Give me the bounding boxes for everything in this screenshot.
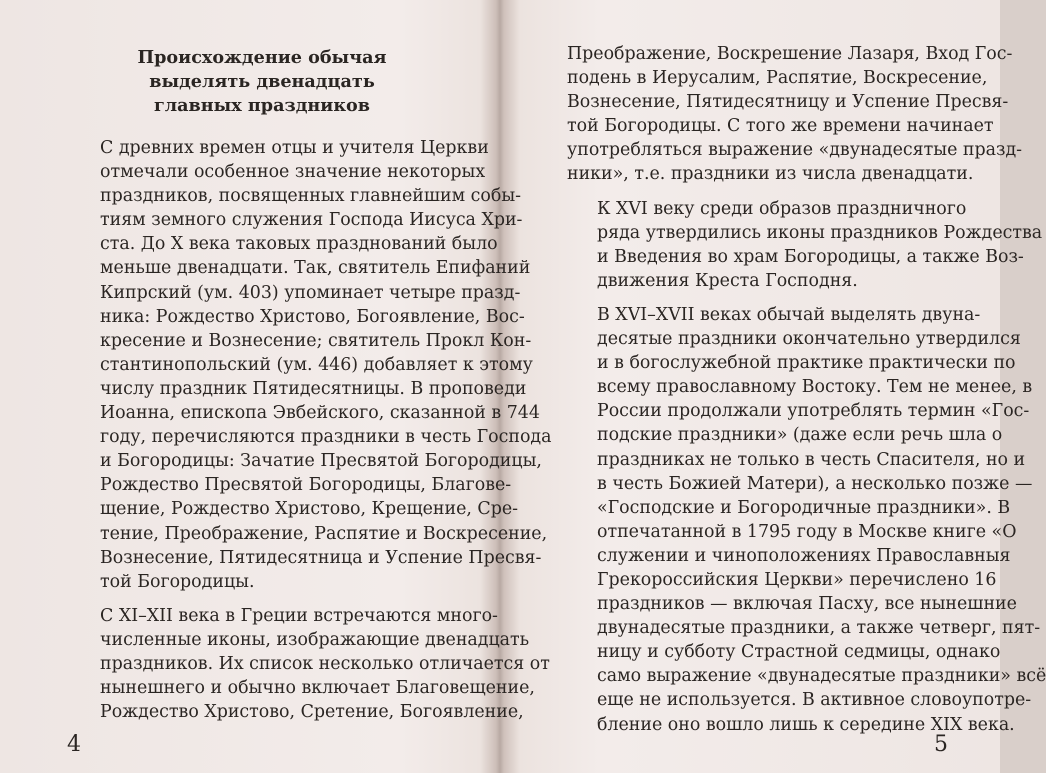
- text-line: служении и чиноположениях Православныя: [597, 545, 1011, 566]
- text-line: Кипрский (ум. 403) упоминает четыре празд-: [100, 282, 521, 303]
- text-line: еще не используется. В активное словоупотре-: [597, 690, 1032, 711]
- text-line: бление оно вошло лишь к середине XIX века.: [597, 714, 1015, 735]
- text-line: Вознесение, Пятидесятница и Успение Пресвя-: [100, 547, 542, 568]
- text-line: ника: Рождество Христово, Богоявление, Вос-: [100, 306, 525, 327]
- text-line: ста. До X века таковых празднований было: [100, 234, 498, 255]
- text-line: той Богородицы.: [100, 571, 255, 592]
- chapter-heading: [70, 46, 454, 118]
- text-line: Грекороссийския Церкви» перечислено 16: [597, 569, 997, 590]
- heading-line: Происхождение обычая: [137, 47, 387, 68]
- paragraph: [567, 197, 1043, 293]
- page-number-right: 5: [934, 732, 948, 757]
- paragraph: [567, 303, 1046, 737]
- text-line: численные иконы, изображающие двенадцать: [100, 629, 530, 650]
- text-line: той Богородицы. С того же времени начинает: [567, 116, 994, 137]
- text-line: отмечали особенное значение некоторых: [100, 162, 486, 183]
- text-line: и в богослужебной практике практически по: [597, 353, 1016, 374]
- text-line: числу праздник Пятидесятницы. В проповеди: [100, 378, 527, 399]
- text-line: праздниках не только в честь Спасителя, но и: [597, 449, 1026, 470]
- text-line: движения Креста Господня.: [597, 270, 858, 291]
- text-line: С XI–XII века в Греции встречаются много-: [100, 605, 498, 626]
- paragraph: [70, 604, 550, 724]
- text-line: Рождество Пресвятой Богородицы, Благове-: [100, 475, 512, 496]
- text-line: и Богородицы: Зачатие Пресвятой Богородицы,: [100, 451, 542, 472]
- text-line: Иоанна, епископа Эвбейского, сказанной в 744: [100, 403, 540, 424]
- text-line: употребляться выражение «двунадесятые празд-: [567, 140, 1023, 161]
- text-line: С древних времен отцы и учителя Церкви: [100, 138, 489, 158]
- text-line: тиям земного служения Господа Иисуса Хри-: [100, 210, 523, 231]
- heading-line: главных праздников: [153, 95, 371, 116]
- heading-line: выделять двенадцать: [149, 71, 375, 92]
- left-text-column: [70, 136, 552, 734]
- text-line: всему православному Востоку. Тем не менее, в: [597, 377, 1033, 398]
- text-line: стантинопольский (ум. 446) добавляет к этому: [100, 354, 533, 375]
- text-line: К XVI веку среди образов праздничного: [597, 198, 967, 219]
- text-line: в честь Божией Матери), а несколько позже —: [597, 473, 1033, 494]
- paragraph: [567, 42, 1023, 187]
- text-line: тение, Преображение, Распятие и Воскресение,: [100, 523, 548, 544]
- text-line: праздников. Их список несколько отличается от: [100, 653, 550, 674]
- page-number-left: 4: [67, 732, 81, 757]
- text-line: праздников — включая Пасху, все нынешние: [597, 594, 1017, 615]
- text-line: России продолжали употреблять термин «Гос-: [597, 401, 1030, 422]
- text-line: праздников, посвященных главнейшим собы-: [100, 186, 522, 207]
- right-text-column: [567, 42, 1046, 747]
- text-line: ряда утвердились иконы праздников Рождества: [597, 222, 1043, 243]
- text-line: Преображение, Воскрешение Лазаря, Вход Гос-: [567, 44, 1013, 64]
- paragraph: [70, 136, 552, 594]
- text-line: десятые праздники окончательно утвердился: [597, 329, 1021, 350]
- text-line: кресение и Вознесение; святитель Прокл Кон-: [100, 330, 532, 351]
- text-line: щение, Рождество Христово, Крещение, Сре-: [100, 499, 519, 520]
- text-line: и Введения во храм Богородицы, а также Воз-: [597, 246, 1024, 267]
- text-line: Рождество Христово, Сретение, Богоявление,: [100, 702, 524, 723]
- text-line: подень в Иерусалим, Распятие, Воскресение,: [567, 68, 988, 89]
- text-line: В XVI–XVII веках обычай выделять двуна-: [597, 304, 981, 325]
- text-line: ницу и субботу Страстной седмицы, однако: [597, 642, 1001, 663]
- text-line: нынешнего и обычно включает Благовещение,: [100, 678, 535, 699]
- right-page: [503, 0, 1046, 773]
- text-line: году, перечисляются праздники в честь Господа: [100, 427, 552, 448]
- text-line: Вознесение, Пятидесятницу и Успение Пресвя-: [567, 92, 1009, 113]
- text-line: двунадесятые праздники, а также четверг, пят-: [597, 618, 1041, 639]
- text-line: ники», т.е. праздники из числа двенадцати.: [567, 164, 974, 185]
- text-line: меньше двенадцати. Так, святитель Епифаний: [100, 258, 531, 279]
- text-line: подские праздники» (даже если речь шла о: [597, 425, 1003, 446]
- text-line: само выражение «двунадесятые праздники» всё: [597, 666, 1046, 687]
- text-line: отпечатанной в 1795 году в Москве книге «О: [597, 521, 1017, 542]
- text-line: «Господские и Богородичные праздники». В: [597, 497, 1011, 518]
